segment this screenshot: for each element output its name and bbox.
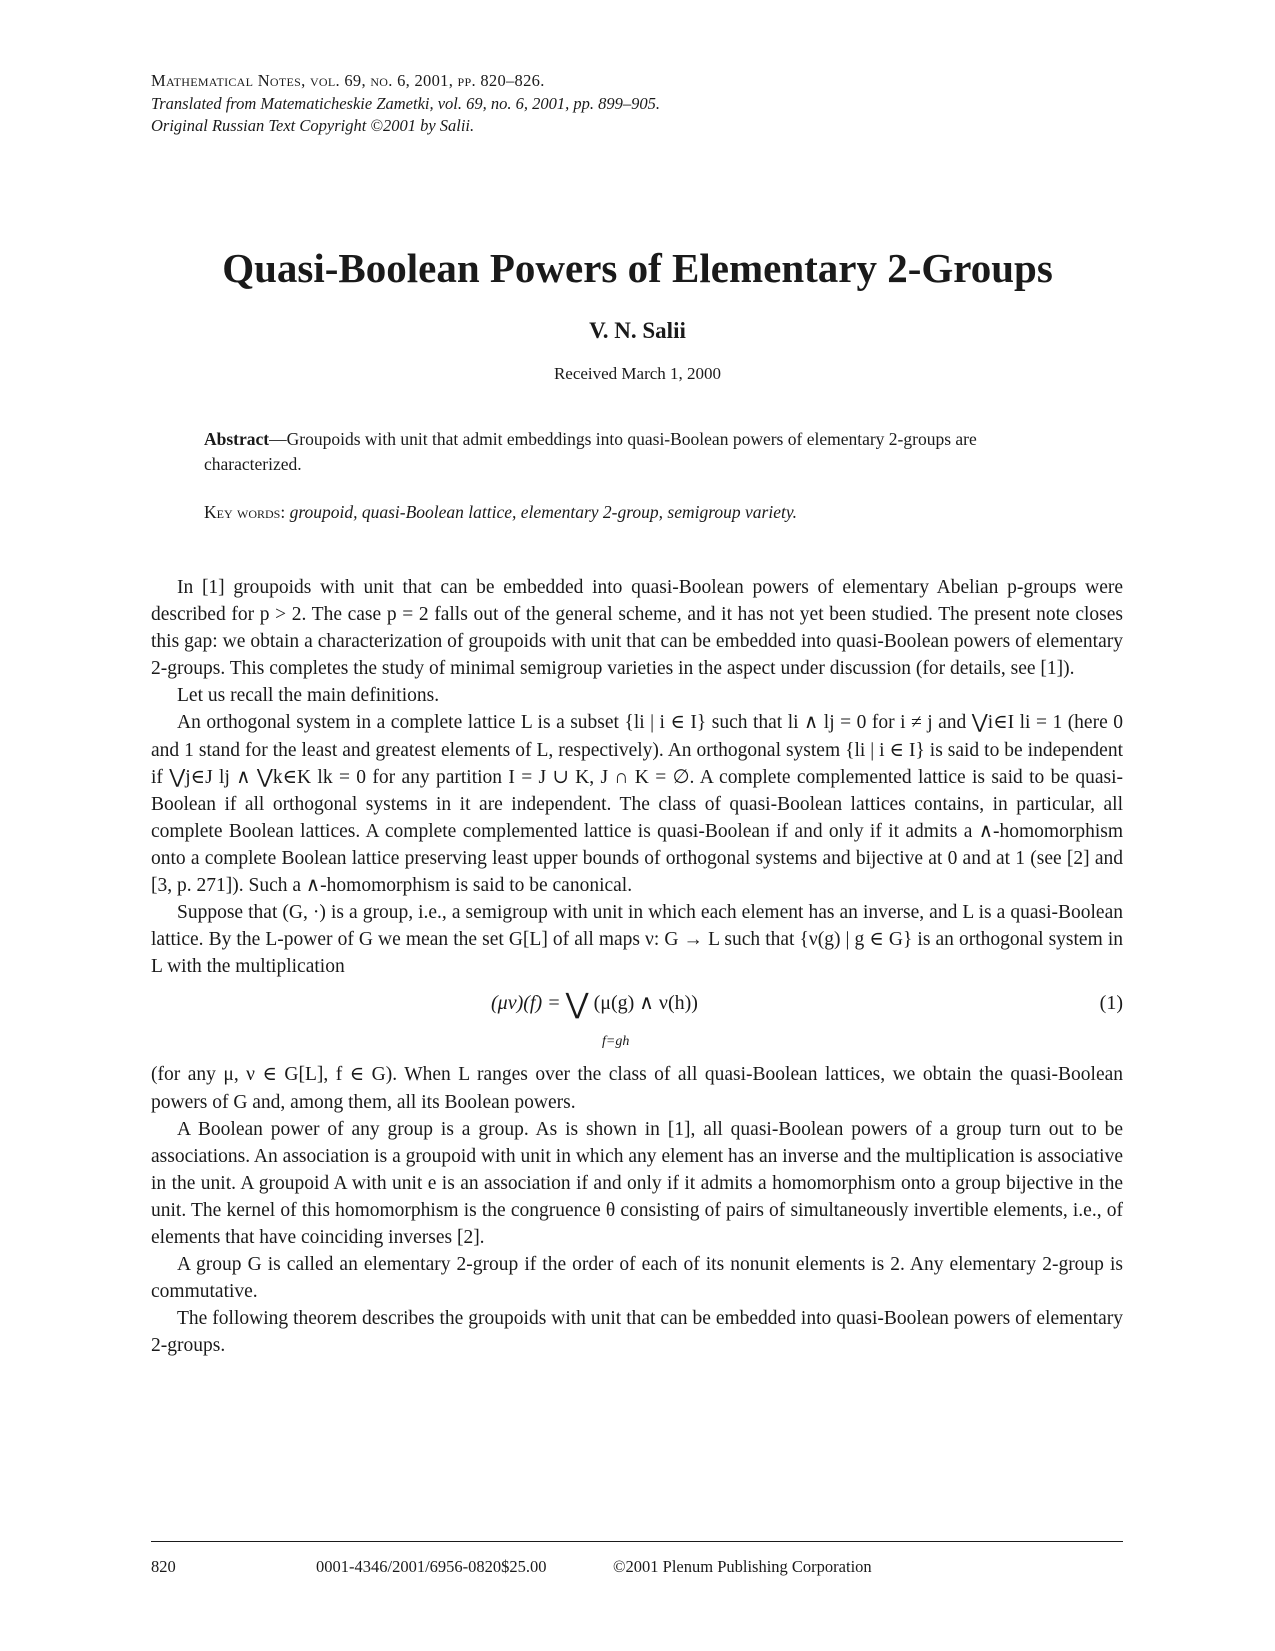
keywords-text: groupoid, quasi-Boolean lattice, elementary 2-group, semigroup variety. (289, 502, 798, 522)
abstract-text: —Groupoids with unit that admit embeddings into quasi-Boolean powers of elementary 2-groups are characterized. (204, 429, 977, 474)
equation-rhs: (μ(g) ∧ ν(h)) (593, 992, 698, 1015)
keywords (204, 502, 1072, 523)
received-date: Received March 1, 2000 (553, 364, 722, 383)
body-text (151, 574, 1123, 1359)
paragraph-intro: In [1] groupoids with unit that can be embedded into quasi-Boolean powers of elementary Abelian p-groups were described for p > 2. The case p = 2 falls out of the general scheme, and it has not yet been studied. The present note closes this gap: we obtain a characterization of groupoids with unit that can be embedded into quasi-Boolean powers of elementary 2-groups. This completes the study of minimal semigroup varieties in the aspect under discussion (for details, see [1]). (151, 577, 1123, 680)
paragraph-quasi-boolean-powers: (for any μ, ν ∈ G[L], f ∈ G). When L ranges over the class of all quasi-Boolean lattices, we obtain the quasi-Boolean powers of G and, among them, all its Boolean powers. (151, 1064, 1123, 1113)
page-number: 820 (151, 1557, 176, 1576)
paragraph-association: A Boolean power of any group is a group. As is shown in [1], all quasi-Boolean powers of a group turn out to be associations. An association is a groupoid with unit in which any element has an inverse and the multiplication is associative in the unit. A groupoid A with unit e is an association if and only if it admits a homomorphism onto a group bijective in the unit. The kernel of this homomorphism is the congruence θ consisting of pairs of simultaneously invertible elements, i.e., of elements that have coinciding inverses [2]. (151, 1118, 1123, 1248)
copyright-note: Original Russian Text Copyright ©2001 by Salii. (151, 116, 475, 135)
paragraph-elementary-2-group: A group G is called an elementary 2-group if the order of each of its nonunit elements is 2. Any elementary 2-group is commutative. (151, 1254, 1123, 1303)
abstract (204, 427, 1072, 477)
article-code: 0001-4346/2001/6956-0820$25.00 (316, 1557, 547, 1576)
translation-note: Translated from Matematicheskie Zametki, vol. 69, no. 6, 2001, pp. 899–905. (151, 93, 661, 113)
author: V. N. Salii (589, 318, 686, 343)
equation-1 (151, 984, 1123, 1057)
paragraph-l-power: Suppose that (G, ·) is a group, i.e., a semigroup with unit in which each element has an inverse, and L is a quasi-Boolean lattice. By the L-power of G we mean the set G[L] of all maps ν: G → L such that {ν(g) | g ∈ G} is an orthogonal system in L with the multiplication (151, 902, 1123, 978)
paper-title: Quasi-Boolean Powers of Elementary 2-Groups (222, 245, 1053, 291)
big-join-symbol: ⋁ (565, 989, 589, 1021)
paragraph-recall: Let us recall the main definitions. (177, 685, 440, 707)
journal-header (151, 70, 660, 138)
equation-number: (1) (1099, 992, 1123, 1015)
keywords-label: Key words: (204, 502, 286, 522)
equation-subscript: f=gh (602, 1034, 630, 1050)
equation-body (491, 989, 698, 1021)
footer-rule (151, 1541, 1123, 1542)
abstract-label: Abstract (204, 429, 270, 449)
paragraph-theorem-intro: The following theorem describes the groupoids with unit that can be embedded into quasi-Boolean powers of elementary 2-groups. (151, 1308, 1123, 1357)
paragraph-orthogonal-system: An orthogonal system in a complete lattice L is a subset {li | i ∈ I} such that li ∧ lj = 0 for i ≠ j and ⋁i∈I li = 1 (here 0 and 1 stand for the least and greatest elements of L, respectively). An orthogonal system {li | i ∈ I} is said to be independent if ⋁j∈J lj ∧ ⋁k∈K lk = 0 for any partition I = J ∪ K, J ∩ K = ∅. A complete complemented lattice is said to be quasi-Boolean if all orthogonal systems in it are independent. The class of quasi-Boolean lattices contains, in particular, all complete Boolean lattices. A complete complemented lattice is quasi-Boolean if and only if it admits a ∧-homomorphism onto a complete Boolean lattice preserving least upper bounds of orthogonal systems and bijective at 0 and at 1 (see [2] and [3, p. 271]). Such a ∧-homomorphism is said to be canonical. (151, 712, 1123, 897)
publisher-copyright: ©2001 Plenum Publishing Corporation (613, 1557, 872, 1576)
equation-lhs: (μν)(f) = (491, 992, 561, 1015)
journal-citation: Mathematical Notes, vol. 69, no. 6, 2001, pp. 820–826. (151, 71, 545, 90)
